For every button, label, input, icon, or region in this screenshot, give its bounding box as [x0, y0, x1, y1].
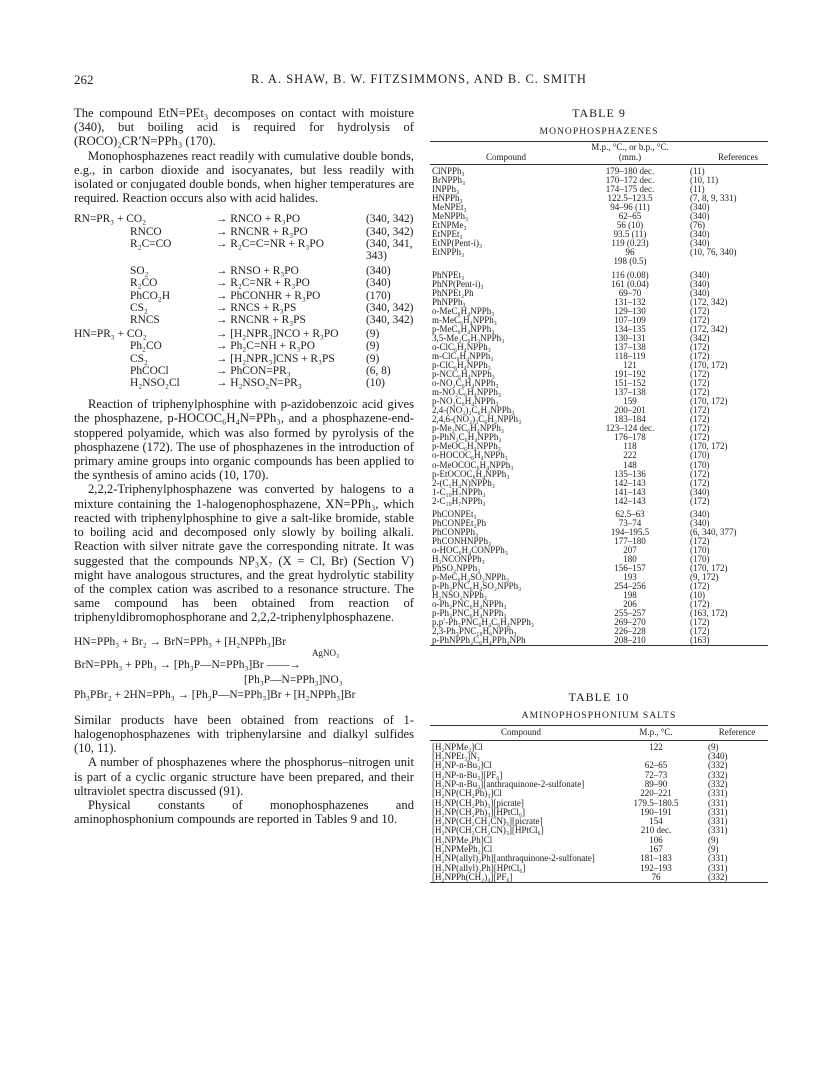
reaction-line-2-product: [Ph₃P—N=PPh₃]NO₃: [244, 674, 343, 687]
mp-cell: 176–178: [614, 432, 646, 443]
compound-cell: PhNP(Pent-i)₃: [432, 278, 484, 289]
mp-cell: 161 (0.04): [611, 278, 649, 289]
reference-cell: (332): [708, 778, 728, 789]
mp-cell: 210 dec.: [640, 825, 672, 836]
mp-cell: 174–175 dec.: [605, 184, 655, 195]
compound-cell: p-Ph₃PNC₆H₄SO₂NPPh₃: [432, 581, 522, 592]
reference-cell: (340): [690, 278, 710, 289]
mp-cell: 156–157: [614, 563, 646, 574]
mp-cell: 89–90: [644, 778, 668, 789]
mp-cell: 194–195.5: [610, 526, 650, 537]
compound-cell: INPPh₃: [432, 184, 460, 195]
table-10-header-reference: Reference: [718, 727, 756, 738]
compound-cell: [H₂NP-n-Bu₃][anthraquinone-2-sulfonate]: [432, 778, 585, 789]
product: → [H₂NPR₃]CNS + R₃PS: [216, 352, 335, 365]
reference-cell: (172): [690, 468, 710, 479]
reference-cell: (331): [708, 797, 728, 808]
compound-cell: [430, 257, 582, 266]
mp-cell: 130–131: [614, 332, 646, 343]
compound-cell: m-NO₂C₆H₄NPPh₃: [432, 387, 502, 398]
compound-cell: PhCONPEt₃: [432, 508, 477, 519]
table-row: [430, 257, 768, 266]
mp-cell: 148: [623, 459, 637, 470]
mp-cell: 167: [649, 844, 663, 854]
paragraph-1: The compound EtN=PEt₃ decomposes on contact with moisture (340), but boiling acid is required for hydrolysis of (ROCO)₂CR′N=PPh₃ (170).: [74, 106, 414, 149]
table-row: [430, 203, 768, 212]
reference-cell: (172): [690, 341, 710, 352]
compound-cell: [H₂NP(CH₂Ph)₃][picrate]: [432, 797, 524, 808]
reference-cell: (11): [690, 184, 705, 195]
mp-cell: 123–124 dec.: [605, 423, 655, 434]
reactant: RNCO: [130, 225, 162, 238]
product: → R₂C=NR + R₃PO: [216, 277, 310, 290]
reaction-row: [74, 302, 414, 314]
reference-cell: (163, 172): [690, 608, 728, 619]
table-10: [430, 725, 768, 883]
mp-cell: 208–210: [614, 635, 646, 646]
mp-cell: 159: [623, 396, 637, 407]
table-row: [430, 267, 768, 280]
reference-cell: (170): [690, 459, 710, 470]
reactant: PhCOCl: [130, 364, 169, 377]
page-number: 262: [74, 72, 94, 87]
mp-cell: 122: [649, 741, 663, 752]
reaction-row: [74, 226, 414, 238]
reaction-scheme-1: [74, 213, 414, 389]
mp-cell: 118–119: [614, 350, 646, 361]
table-row: [430, 212, 768, 221]
reaction-line-1: HN=PPh₃ + Br₂ → BrN=PPh₃ + [H₂NPPh₃]Br: [74, 635, 287, 648]
product: → PhCONHR + R₃PO: [216, 289, 321, 302]
compound-cell: [H₂NP(allyl)₂Ph][anthraquinone-2-sulfonate]: [432, 853, 595, 864]
mp-cell: 106: [649, 834, 663, 845]
compound-cell: ClNPPh₃: [432, 166, 465, 176]
compound-cell: [H₂NP(CH₂Ph)₃]Cl: [432, 788, 502, 799]
compound-cell: HNPPh₃: [432, 193, 463, 204]
reactant: CS₂: [130, 301, 148, 314]
reference: (170): [366, 289, 391, 302]
reference-cell: (172): [690, 432, 710, 443]
reactant: PhCO₂H: [130, 289, 171, 302]
compound-cell: p-PhNPPh₂C₆H₄PPh₂NPh: [432, 635, 526, 646]
table-row: [430, 176, 768, 185]
reactant: Ph₂CO: [130, 340, 162, 353]
reaction-row: [74, 290, 414, 302]
product: → RNCO + R₃PO: [216, 213, 301, 226]
mp-cell: 107–109: [614, 314, 646, 325]
compound-cell: MeNPEt₃: [432, 202, 467, 213]
compound-cell: EtNPEt₃: [432, 229, 463, 240]
reference-cell: (172): [690, 305, 710, 316]
reference-cell: (340): [690, 211, 710, 222]
compound-cell: EtNPMe₃: [432, 220, 467, 231]
reference-cell: (163): [690, 635, 710, 646]
compound-cell: o-MeC₆H₄NPPh₃: [432, 305, 495, 316]
compound-cell: [H₂NP(CH₂CH₂CN)₃][picrate]: [432, 816, 543, 827]
reference-cell: (332): [708, 760, 728, 771]
reaction-row: [74, 328, 414, 340]
reference-cell: (172): [690, 414, 710, 425]
compound-cell: H₂NSO₂NPPh₃: [432, 590, 487, 601]
reaction-line-2: BrN=PPh₃ + PPh₃ → [Ph₃P—N=PPh₃]Br ——→: [74, 659, 301, 672]
mp-cell: 56 (10): [616, 220, 644, 231]
compound-cell: m-ClC₆H₄NPPh₃: [432, 350, 494, 361]
product: → RNCS + R₃PS: [216, 301, 297, 314]
reactant: R₂CO: [130, 277, 158, 290]
mp-cell: 62–65: [618, 211, 642, 222]
reference: (340): [366, 265, 391, 278]
reactant: CS₂: [130, 352, 148, 365]
mp-cell: 69–70: [618, 287, 642, 298]
reaction-line-3: Ph₃PBr₂ + 2HN=PPh₃ → [Ph₃P—N=PPh₃]Br + [H₂NPPh₃]Br: [74, 688, 356, 701]
table-9-header-row: [430, 142, 768, 165]
reference-cell: (170): [690, 544, 710, 555]
mp-cell: 62.5–63: [615, 508, 645, 519]
compound-cell: PhSO₂NPPh₃: [432, 563, 481, 574]
reaction-row: [74, 314, 414, 326]
compound-cell: m-MeC₆H₄NPPh₃: [432, 314, 497, 325]
mp-cell: 192–193: [640, 862, 672, 873]
mp-cell: 180: [623, 553, 637, 564]
mp-cell: 179.5–180.5: [633, 797, 679, 808]
mp-cell: 129–130: [614, 305, 646, 316]
reference-cell: (7, 8, 9, 331): [690, 193, 737, 204]
reactant: RN=PR₃ + CO₂: [74, 213, 147, 226]
product: → PhCON=PR₃: [216, 364, 291, 377]
paragraph-5: Similar products have been obtained from reactions of 1-halogenophosphazenes with triphenylarsine and dialkyl sulfides (10, 11).: [74, 712, 414, 756]
reference: (340, 341, 343): [366, 237, 413, 263]
reference-cell: (9, 172): [690, 572, 719, 583]
compound-cell: 2-C₁₀H₇NPPh₃: [432, 495, 486, 506]
compound-cell: p-NCC₆H₄NPPh₃: [432, 369, 495, 380]
table-10-header-mp: M.p., °C.: [639, 727, 673, 738]
reference-cell: (340): [690, 269, 710, 280]
reference-cell: (332): [708, 769, 728, 780]
mp-cell: 72–73: [644, 769, 668, 780]
reaction-row: [74, 377, 414, 389]
compound-cell: [H₂NPMe₂Ph]Cl: [432, 834, 493, 845]
table-row: [430, 280, 768, 289]
reference-cell: (170): [690, 553, 710, 564]
reaction-reagent-agno3: AgNO₃: [312, 648, 340, 659]
compound-cell: PhCONPPh₃: [432, 526, 479, 537]
mp-cell: 116 (0.08): [611, 269, 649, 280]
mp-cell: 198 (0.5): [613, 256, 647, 267]
reactant: HN=PR₃ + CO₂: [74, 328, 147, 341]
compound-cell: p-NO₂C₆H₄NPPh₃: [432, 396, 499, 407]
product: → RNCNR + R₃PO: [216, 225, 308, 238]
reference-cell: (340): [708, 751, 728, 762]
compound-cell: BrNPPh₃: [432, 175, 466, 186]
reference-cell: (9): [708, 741, 719, 752]
product: → R₂C=C=NR + R₃PO: [216, 237, 324, 250]
compound-cell: o-NO₂C₆H₄NPPh₃: [432, 378, 499, 389]
mp-cell: 94–96 (11): [610, 202, 650, 213]
reference-cell: (9): [708, 844, 719, 854]
reactant: RNCS: [130, 314, 160, 327]
running-head-authors: R. A. SHAW, B. W. FITZSIMMONS, AND B. C. SMITH: [251, 72, 587, 86]
product: → Ph₂C=NH + R₃PO: [216, 340, 315, 353]
reference-cell: (331): [708, 816, 728, 827]
reactant: H₂NSO₂Cl: [130, 377, 180, 390]
reference-cell: (172, 342): [690, 323, 728, 334]
mp-cell: 177–180: [614, 535, 646, 546]
reference-cell: (170, 172): [690, 396, 728, 407]
compound-cell: 3,5-Me₂C₆H₃NPPh₃: [432, 332, 505, 343]
compound-cell: [H₂NP-n-Bu₃][PF₆]: [432, 769, 503, 780]
mp-cell: 76: [651, 871, 661, 882]
reference-cell: (331): [708, 806, 728, 817]
reference-cell: (172): [690, 495, 710, 506]
mp-cell: 269–270: [614, 617, 646, 628]
reference-cell: (340): [690, 202, 710, 213]
compound-cell: [H₂NP-n-Bu₃]Cl: [432, 760, 492, 771]
table-9-header-references: References: [718, 152, 758, 162]
compound-cell: p-ClC₆H₄NPPh₃: [432, 359, 491, 370]
compound-cell: p-Me₂NC₆H₄NPPh₃: [432, 423, 505, 434]
reference-cell: (170, 172): [690, 563, 728, 574]
compound-cell: o-HOC₆H₄CONPPh₃: [432, 544, 508, 555]
compound-cell: 2,4,6-(NO₂)₃C₆H₂NPPh₃: [432, 414, 522, 425]
compound-cell: [H₂NPPh(CH₂)₄][PF₆]: [432, 871, 513, 882]
mp-cell: 93.5 (11): [613, 229, 647, 240]
mp-cell: 141–143: [614, 486, 646, 497]
mp-cell: 73–74: [618, 517, 642, 528]
reference-cell: (331): [708, 862, 728, 873]
reference-cell: (172): [690, 423, 710, 434]
compound-cell: [H₂NPMe₃]Cl: [432, 741, 483, 752]
paragraph-3: Reaction of triphenylphosphine with p-azidobenzoic acid gives the phosphazene, p-HOCOC₆H₄N=PPh₃, and a phosphazene-end-stoppered polyamide, which was also formed by pyrolysis of the phosphazene (172). The use of phosphazenes in the introduction of primary amine groups into organic compounds has been applied to the synthesis of amino acids (10, 170).: [74, 397, 414, 483]
reference-cell: (172): [690, 617, 710, 628]
reference: (6, 8): [366, 364, 391, 377]
paragraph-4: 2,2,2-Triphenylphosphazene was converted by halogens to a mixture containing the 1-halogenophosphazene, XN=PPh₃, which reacted with triphenylphosphine to give a salt-like bromide, stable to boiling acid and decomposed only slowly by boiling alkali. Reaction with silver nitrate gave the corresponding nitrate. It was suggested that the compounds NP₃X₇ (X = Cl, Br) (Section V) might have analogous structures, and the great hydrolytic stability of the complex cation was ascribed to a resonance structure. The same compound has been obtained from reaction of triphenyldibromophosphorane and 2,2,2-triphenylphosphazene.: [74, 482, 414, 625]
mp-cell: 96: [625, 247, 635, 258]
compound-cell: p-Ph₃PNC₆H₄NPPh₃: [432, 608, 507, 619]
table-row: [430, 194, 768, 203]
reactant: R₂C=CO: [130, 237, 172, 250]
reference-cell: (9): [708, 834, 719, 845]
table-9-title: TABLE 9: [572, 106, 626, 120]
reference-cell: (340): [690, 486, 710, 497]
compound-cell: H₂NCONPPh₃: [432, 553, 485, 564]
mp-cell: 220–221: [640, 788, 672, 799]
product: → H₂NSO₂N=PR₃: [216, 377, 302, 390]
reference: (340, 342): [366, 301, 414, 314]
reference: (10): [366, 377, 385, 390]
reference-cell: (172): [690, 477, 710, 488]
mp-cell: 255–257: [614, 608, 646, 619]
table-row: [430, 221, 768, 230]
reference-cell: (170): [690, 450, 710, 461]
compound-cell: p,p′-Ph₃PNC₆H₄C₆H₄NPPh₃: [432, 617, 535, 628]
compound-cell: p-EtOCOC₆H₄NPPh₃: [432, 468, 510, 479]
reference-cell: (172): [690, 535, 710, 546]
reference: (9): [366, 340, 380, 353]
mp-cell: 170–172 dec.: [605, 175, 655, 186]
mp-cell: 183–184: [614, 414, 646, 425]
mp-cell: 181–183: [640, 853, 672, 864]
reference-cell: (172, 342): [690, 296, 728, 307]
reference-cell: (172): [690, 378, 710, 389]
reference-cell: (172): [690, 581, 710, 592]
reference: (340, 342): [366, 213, 414, 226]
reference-cell: (340): [690, 517, 710, 528]
reference-cell: (331): [708, 853, 728, 864]
table-row: [430, 497, 768, 506]
compound-cell: o-Ph₃PNC₆H₄NPPh₃: [432, 599, 507, 610]
compound-cell: [H₂NP(CH₂Ph)₃][HPtCl₆]: [432, 806, 526, 817]
mp-cell: 142–143: [614, 477, 646, 488]
reference: (340): [366, 277, 391, 290]
compound-cell: 2-(C₅H₄N)NPPh₃: [432, 477, 495, 488]
mp-cell: 226–228: [614, 626, 646, 637]
reference-cell: (172): [690, 387, 710, 398]
table-row: [430, 506, 768, 519]
mp-cell: 207: [623, 544, 637, 555]
left-column: [74, 106, 414, 826]
table-row: [430, 636, 768, 646]
reactant: SO₂: [130, 265, 149, 278]
compound-cell: p-MeC₆H₄SO₂NPPh₃: [432, 572, 510, 583]
reference-cell: (340): [690, 508, 710, 519]
mp-cell: 122.5–123.5: [607, 193, 653, 204]
mp-cell: 151–152: [614, 378, 646, 389]
right-column: [430, 106, 768, 883]
compound-cell: [H₂NP(allyl)₂Ph][HPtCl₆]: [432, 862, 526, 873]
reference-cell: (10): [690, 590, 705, 601]
reference: (9): [366, 328, 380, 341]
reaction-row: [74, 265, 414, 277]
reaction-row: [74, 213, 414, 225]
reference-cell: (170, 172): [690, 359, 728, 370]
mp-cell: 131–132: [614, 296, 646, 307]
mp-cell: 154: [649, 816, 663, 827]
mp-cell: 200–201: [614, 405, 646, 416]
reference-cell: (172): [690, 369, 710, 380]
mp-cell: 137–138: [614, 341, 646, 352]
reference-cell: (172): [690, 314, 710, 325]
compound-cell: EtNPPh₃: [432, 247, 465, 258]
compound-cell: [H₂NPMePh₂]Cl: [432, 844, 493, 854]
reference-cell: (10, 76, 340): [690, 247, 737, 258]
reference-cell: (11): [690, 166, 705, 176]
mp-cell: 121: [623, 359, 637, 370]
compound-cell: MeNPPh₃: [432, 211, 469, 222]
reference-cell: (6, 340, 377): [690, 526, 737, 537]
reference-cell: (331): [708, 825, 728, 836]
mp-cell: 193: [623, 572, 637, 583]
compound-cell: PhNPEt₃: [432, 269, 465, 280]
product: → [H₂NPR₃]NCO + R₃PO: [216, 328, 339, 341]
paragraph-2: Monophosphazenes react readily with cumulative double bonds, e.g., in carbon dioxide and isocyanates, but less readily with isolated or conjugated double bonds, when higher temperatures are required. Reaction occurs also with acid halides.: [74, 148, 414, 206]
table-9-header-compound: Compound: [485, 152, 526, 162]
mp-cell: 118: [623, 441, 637, 452]
mp-cell: 62–65: [644, 760, 668, 771]
reaction-row: [74, 340, 414, 352]
mp-cell: 179–180 dec.: [605, 166, 655, 176]
reference-cell: [678, 257, 768, 266]
compound-cell: PhNPEt₂Ph: [432, 287, 474, 298]
table-row: [430, 248, 768, 257]
reaction-scheme-2: [74, 635, 414, 703]
mp-cell: 206: [623, 599, 637, 610]
compound-cell: o-ClC₆H₄NPPh₃: [432, 341, 491, 352]
reference: (9): [366, 352, 380, 365]
reference-cell: (10, 11): [690, 175, 719, 186]
reference-cell: (172): [690, 599, 710, 610]
mp-cell: 135–136: [614, 468, 646, 479]
mp-cell: 254–256: [614, 581, 646, 592]
table-9-subtitle: MONOPHOSPHAZENES: [539, 126, 659, 137]
paragraph-6: A number of phosphazenes where the phosphorus–nitrogen unit is part of a cyclic organic structure have been prepared, and their ultraviolet spectra discussed (91).: [74, 755, 414, 798]
compound-cell: 2,3-Ph₃PNC₁₀H₆NPPh₃: [432, 626, 517, 637]
compound-cell: PhNPPh₃: [432, 296, 466, 307]
compound-cell: o-HOCOC₆H₄NPPh₃: [432, 450, 508, 461]
compound-cell: [H₂NP(CH₂CH₂CN)₃][HPtCl₆]: [432, 825, 544, 836]
paragraph-7: Physical constants of monophosphazenes and aminophosphonium compounds are reported in Tables 9 and 10.: [74, 797, 414, 827]
running-head: [74, 72, 764, 88]
reaction-row: [74, 277, 414, 289]
compound-cell: p-PhN₂C₆H₄NPPh₃: [432, 432, 502, 443]
reference-cell: (340): [690, 229, 710, 240]
compound-cell: [H₂NPEt₃]N₃: [432, 751, 480, 762]
compound-cell: 1-C₁₀H₇NPPh₃: [432, 486, 486, 497]
mp-cell: 191–192: [614, 369, 646, 380]
mp-cell: 134–135: [614, 323, 646, 334]
mp-cell: 222: [623, 450, 637, 461]
compound-cell: o-MeOCOC₆H₄NPPh₃: [432, 459, 514, 470]
table-10-header-row: [430, 726, 768, 740]
reaction-row: [74, 238, 414, 262]
table-row: [430, 873, 768, 883]
product: → RNSO + R₃PO: [216, 265, 299, 278]
reaction-row: [74, 365, 414, 377]
compound-cell: 2,4-(NO₂)₂C₆H₃NPPh₃: [432, 405, 515, 416]
reference-cell: (332): [708, 871, 728, 882]
reference-cell: (340): [690, 287, 710, 298]
table-9: [430, 141, 768, 646]
reference-cell: (340): [690, 238, 710, 249]
reference-cell: (172): [690, 350, 710, 361]
table-9-header-mp: M.p., °C., or b.p., °C. (mm.): [591, 142, 669, 162]
reference-cell: (172): [690, 626, 710, 637]
mp-cell: 198: [623, 590, 637, 601]
mp-cell: 142–143: [614, 495, 646, 506]
compound-cell: p-MeC₆H₄NPPh₃: [432, 323, 495, 334]
reaction-row: [74, 353, 414, 365]
table-10-title: TABLE 10: [568, 690, 630, 705]
mp-cell: 119 (0.23): [611, 238, 649, 249]
reference: (340, 342): [366, 225, 414, 238]
mp-cell: 137–138: [614, 387, 646, 398]
reference: (340, 342): [366, 314, 414, 327]
reference-cell: (170, 172): [690, 441, 728, 452]
reference-cell: (172): [690, 405, 710, 416]
compound-cell: EtNP(Pent-i)₃: [432, 238, 483, 249]
reference-cell: (342): [690, 332, 710, 343]
reference-cell: (76): [690, 220, 705, 231]
mp-cell: 190–191: [640, 806, 672, 817]
table-10-subtitle: AMINOPHOSPHONIUM SALTS: [521, 710, 677, 722]
compound-cell: PhCONPEt₂Ph: [432, 517, 487, 528]
table-10-header-compound: Compound: [500, 727, 541, 738]
compound-cell: p-MeOC₆H₄NPPh₃: [432, 441, 501, 452]
reference-cell: (331): [708, 788, 728, 799]
product: → RNCNR + R₃PS: [216, 314, 306, 327]
compound-cell: PhCONHNPPh₃: [432, 535, 492, 546]
